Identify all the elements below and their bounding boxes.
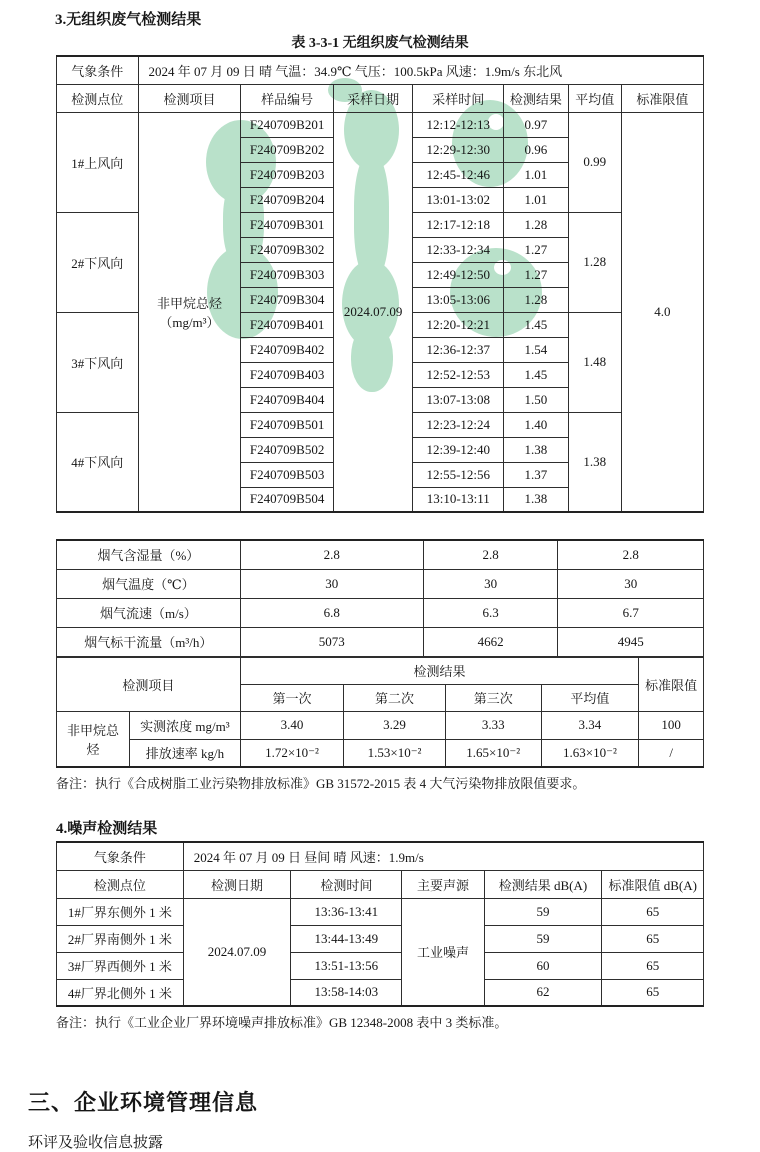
time-cell: 12:33-12:34: [413, 237, 504, 262]
column-header: 检测结果 dB(A): [484, 870, 602, 898]
measure-value: 1.65×10⁻²: [445, 739, 541, 767]
param-value: 2.8: [423, 540, 558, 569]
param-label: 烟气温度（℃）: [57, 569, 241, 598]
analyte-cell: 非甲烷总烃: [57, 711, 130, 767]
noise-time: 13:51-13:56: [291, 952, 402, 979]
time-cell: 12:23-12:24: [413, 412, 504, 437]
param-value: 30: [558, 569, 704, 598]
project-header: 检测项目: [57, 657, 241, 711]
project-cell: [138, 112, 241, 512]
measure-limit: 100: [639, 711, 704, 739]
section-subheading: 环评及验收信息披露: [28, 1135, 164, 1151]
param-label: 烟气流速（m/s）: [57, 598, 241, 627]
sample-cell: F240709B204: [241, 187, 334, 212]
column-header: 标准限值 dB(A): [602, 870, 704, 898]
measure-label: 实测浓度 mg/m³: [130, 711, 241, 739]
result-cell: 1.37: [504, 462, 569, 487]
time-cell: 12:12-12:13: [413, 112, 504, 137]
sample-cell: F240709B503: [241, 462, 334, 487]
section-4-title: 4.噪声检测结果: [56, 821, 158, 837]
column-header: 检测点位: [57, 84, 139, 112]
time-cell: 12:55-12:56: [413, 462, 504, 487]
sub-header: 第三次: [445, 684, 541, 711]
param-value: 2.8: [558, 540, 704, 569]
param-value: 4662: [423, 627, 558, 656]
time-cell: 12:36-12:37: [413, 337, 504, 362]
time-cell: 12:20-12:21: [413, 312, 504, 337]
column-header: 检测时间: [291, 870, 402, 898]
noise-note: 备注：执行《工业企业厂界环境噪声排放标准》GB 12348-2008 表中 3 类标准。: [56, 1015, 508, 1030]
time-cell: 12:49-12:50: [413, 262, 504, 287]
column-header: 采样时间: [413, 84, 504, 112]
average-cell: 1.48: [568, 312, 621, 412]
measure-limit: /: [639, 739, 704, 767]
time-cell: 12:39-12:40: [413, 437, 504, 462]
noise-result: 59: [484, 898, 602, 925]
result-cell: 1.45: [504, 362, 569, 387]
noise-time: 13:44-13:49: [291, 925, 402, 952]
sample-cell: F240709B203: [241, 162, 334, 187]
project-name: 非甲烷总烃: [156, 295, 222, 311]
sample-cell: F240709B302: [241, 237, 334, 262]
section-3-title: 3.无组织废气检测结果: [55, 12, 202, 28]
sample-cell: F240709B404: [241, 387, 334, 412]
noise-time: 13:58-14:03: [291, 979, 402, 1006]
noise-result: 62: [484, 979, 602, 1006]
weather-value: 2024 年 07 月 09 日 昼间 晴 风速：1.9m/s: [183, 842, 703, 870]
document-page: [0, 8, 760, 1151]
time-cell: 12:29-12:30: [413, 137, 504, 162]
column-header: 平均值: [568, 84, 621, 112]
point-cell: 3#下风向: [57, 312, 139, 412]
noise-table: [56, 841, 704, 1007]
gas-table-title: 表 3-3-1 无组织废气检测结果: [291, 36, 469, 51]
param-value: 6.8: [240, 598, 423, 627]
average-cell: 0.99: [568, 112, 621, 212]
time-cell: 13:05-13:06: [413, 287, 504, 312]
average-cell: 1.38: [568, 412, 621, 512]
flue-params-table: [56, 539, 704, 657]
sample-cell: F240709B501: [241, 412, 334, 437]
column-header: 检测点位: [57, 870, 184, 898]
noise-point: 4#厂界北侧外 1 米: [57, 979, 184, 1006]
param-value: 5073: [240, 627, 423, 656]
measure-value: 1.53×10⁻²: [344, 739, 446, 767]
result-cell: 1.54: [504, 337, 569, 362]
time-cell: 13:10-13:11: [413, 487, 504, 512]
noise-result: 60: [484, 952, 602, 979]
param-label: 烟气含湿量（%）: [57, 540, 241, 569]
noise-limit: 65: [602, 925, 704, 952]
column-header: 采样日期: [333, 84, 413, 112]
param-value: 6.3: [423, 598, 558, 627]
result-cell: 1.01: [504, 162, 569, 187]
time-cell: 12:52-12:53: [413, 362, 504, 387]
result-cell: 1.40: [504, 412, 569, 437]
result-cell: 1.28: [504, 287, 569, 312]
sample-cell: F240709B504: [241, 487, 334, 512]
limit-header: 标准限值: [639, 657, 704, 711]
noise-point: 2#厂界南侧外 1 米: [57, 925, 184, 952]
sample-cell: F240709B502: [241, 437, 334, 462]
param-value: 6.7: [558, 598, 704, 627]
column-header: 标准限值: [621, 84, 703, 112]
result-header: 检测结果: [240, 657, 639, 684]
param-label: 烟气标干流量（m³/h）: [57, 627, 241, 656]
result-cell: 0.97: [504, 112, 569, 137]
noise-source: 工业噪声: [402, 898, 484, 1006]
result-cell: 1.38: [504, 487, 569, 512]
column-header: 主要声源: [402, 870, 484, 898]
nmhc-result-table: [56, 657, 704, 769]
noise-result: 59: [484, 925, 602, 952]
weather-value: 2024 年 07 月 09 日 晴 气温：34.9℃ 气压：100.5kPa 风速：1.9m/s 东北风: [138, 56, 703, 84]
sample-cell: F240709B303: [241, 262, 334, 287]
result-cell: 1.27: [504, 262, 569, 287]
measure-value: 1.72×10⁻²: [240, 739, 344, 767]
measure-label: 排放速率 kg/h: [130, 739, 241, 767]
time-cell: 13:07-13:08: [413, 387, 504, 412]
result-cell: 1.28: [504, 212, 569, 237]
param-value: 4945: [558, 627, 704, 656]
column-header: 样品编号: [241, 84, 334, 112]
sample-cell: F240709B401: [241, 312, 334, 337]
sub-header: 平均值: [541, 684, 639, 711]
result-cell: 1.45: [504, 312, 569, 337]
point-cell: 4#下风向: [57, 412, 139, 512]
sample-cell: F240709B301: [241, 212, 334, 237]
weather-label: 气象条件: [57, 842, 184, 870]
measure-value: 3.29: [344, 711, 446, 739]
noise-limit: 65: [602, 952, 704, 979]
param-value: 2.8: [240, 540, 423, 569]
param-value: 30: [240, 569, 423, 598]
sample-cell: F240709B202: [241, 137, 334, 162]
gas-note: 备注：执行《合成树脂工业污染物排放标准》GB 31572-2015 表 4 大气污染物排放限值要求。: [56, 776, 586, 791]
average-cell: 1.28: [568, 212, 621, 312]
weather-label: 气象条件: [57, 56, 139, 84]
noise-point: 1#厂界东侧外 1 米: [57, 898, 184, 925]
sample-cell: F240709B304: [241, 287, 334, 312]
noise-limit: 65: [602, 898, 704, 925]
project-unit: （mg/m³）: [159, 314, 220, 330]
measure-average: 1.63×10⁻²: [541, 739, 639, 767]
column-header: 检测项目: [138, 84, 241, 112]
sample-cell: F240709B403: [241, 362, 334, 387]
sample-cell: F240709B201: [241, 112, 334, 137]
limit-cell: 4.0: [621, 112, 703, 512]
section-heading: 三、企业环境管理信息: [28, 1090, 259, 1115]
sample-cell: F240709B402: [241, 337, 334, 362]
sub-header: 第一次: [240, 684, 344, 711]
column-header: 检测日期: [183, 870, 290, 898]
sub-header: 第二次: [344, 684, 446, 711]
point-cell: 1#上风向: [57, 112, 139, 212]
result-cell: 1.01: [504, 187, 569, 212]
param-value: 30: [423, 569, 558, 598]
gas-table: [56, 55, 704, 513]
noise-time: 13:36-13:41: [291, 898, 402, 925]
measure-value: 3.33: [445, 711, 541, 739]
time-cell: 12:17-12:18: [413, 212, 504, 237]
sample-date-cell: 2024.07.09: [333, 112, 413, 512]
point-cell: 2#下风向: [57, 212, 139, 312]
time-cell: 12:45-12:46: [413, 162, 504, 187]
noise-limit: 65: [602, 979, 704, 1006]
measure-average: 3.34: [541, 711, 639, 739]
time-cell: 13:01-13:02: [413, 187, 504, 212]
result-cell: 1.50: [504, 387, 569, 412]
noise-point: 3#厂界西侧外 1 米: [57, 952, 184, 979]
result-cell: 1.27: [504, 237, 569, 262]
result-cell: 0.96: [504, 137, 569, 162]
result-cell: 1.38: [504, 437, 569, 462]
noise-date: 2024.07.09: [183, 898, 290, 1006]
measure-value: 3.40: [240, 711, 344, 739]
column-header: 检测结果: [504, 84, 569, 112]
